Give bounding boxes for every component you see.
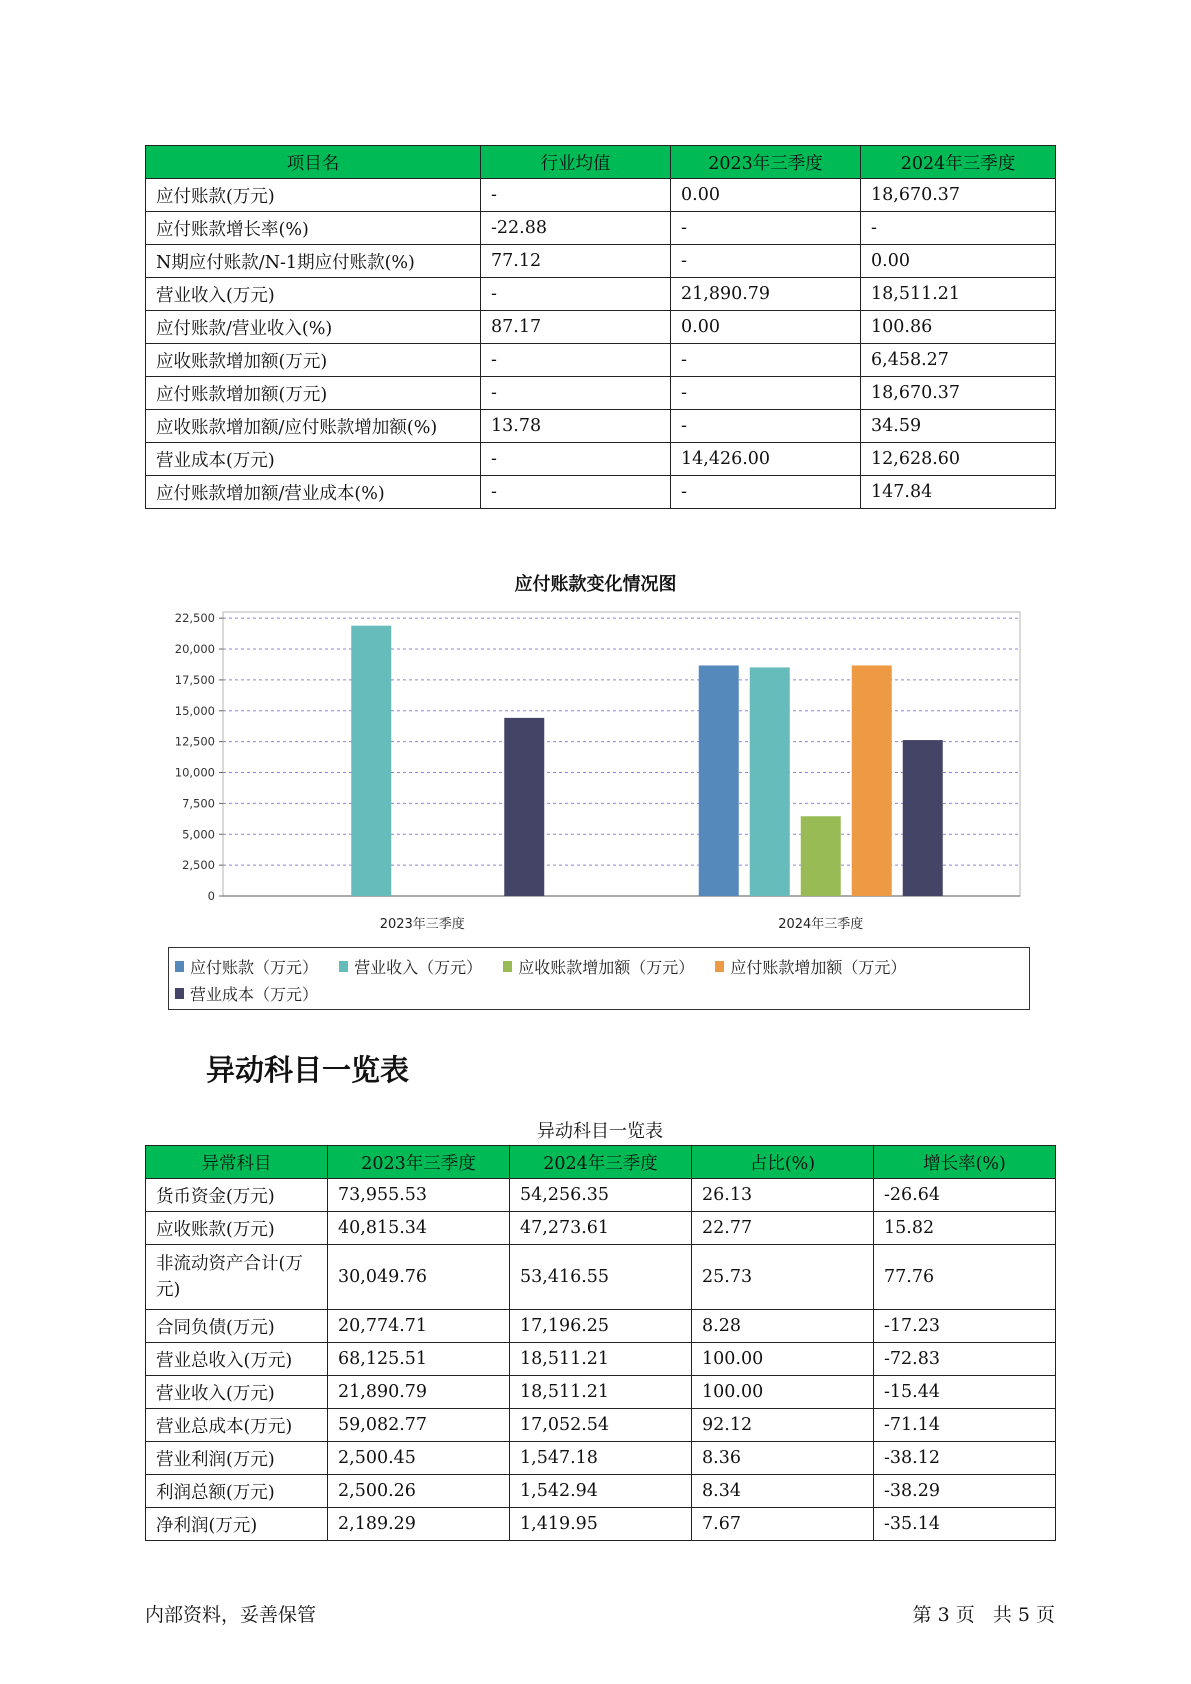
table-row — [146, 1475, 1056, 1508]
column-header: 增长率(%) — [874, 1146, 1056, 1179]
table-cell: - — [671, 344, 861, 377]
y-tick-label: 10,000 — [174, 765, 215, 780]
table-cell: 92.12 — [692, 1409, 874, 1442]
table-cell: - — [481, 377, 671, 410]
table-cell: 应收账款(万元) — [146, 1212, 328, 1245]
table-row — [146, 1179, 1056, 1212]
y-tick-label: 17,500 — [174, 672, 215, 687]
table-header-row — [146, 146, 1056, 179]
legend-item — [175, 980, 318, 1007]
table-cell: -38.29 — [874, 1475, 1056, 1508]
table-row — [146, 311, 1056, 344]
table-row — [146, 1343, 1056, 1376]
table-cell: 应收账款增加额(万元) — [146, 344, 481, 377]
column-header: 2024年三季度 — [861, 146, 1056, 179]
table-cell: 利润总额(万元) — [146, 1475, 328, 1508]
table-cell: - — [481, 278, 671, 311]
column-header: 2023年三季度 — [328, 1146, 510, 1179]
legend-swatch — [715, 961, 724, 972]
table-row — [146, 443, 1056, 476]
table-cell: 21,890.79 — [328, 1376, 510, 1409]
table-cell: - — [481, 476, 671, 509]
table-cell: 100.00 — [692, 1343, 874, 1376]
y-tick-label: 20,000 — [174, 642, 215, 657]
column-header: 行业均值 — [481, 146, 671, 179]
x-category-label: 2023年三季度 — [379, 917, 465, 932]
table-cell: 54,256.35 — [510, 1179, 692, 1212]
bar-chart — [160, 600, 1030, 945]
legend-item — [503, 953, 694, 980]
table-cell: 68,125.51 — [328, 1343, 510, 1376]
table-row — [146, 377, 1056, 410]
table-row — [146, 212, 1056, 245]
table-cell: 货币资金(万元) — [146, 1179, 328, 1212]
bar — [801, 816, 841, 896]
table-row — [146, 344, 1056, 377]
chart-legend — [168, 947, 1030, 1010]
table-cell: 应付账款增长率(%) — [146, 212, 481, 245]
legend-label: 应付账款增加额（万元） — [730, 958, 907, 977]
table-row — [146, 179, 1056, 212]
payables-table — [145, 145, 1056, 509]
bar — [504, 718, 544, 896]
table-cell: -71.14 — [874, 1409, 1056, 1442]
table-cell: 8.28 — [692, 1310, 874, 1343]
column-header: 2023年三季度 — [671, 146, 861, 179]
table-row — [146, 1442, 1056, 1475]
table-cell: - — [861, 212, 1056, 245]
table-row — [146, 278, 1056, 311]
table-cell: 20,774.71 — [328, 1310, 510, 1343]
table-cell: 8.34 — [692, 1475, 874, 1508]
table-cell: 1,419.95 — [510, 1508, 692, 1541]
table-cell: 净利润(万元) — [146, 1508, 328, 1541]
y-tick-label: 12,500 — [174, 734, 215, 749]
column-header: 异常科目 — [146, 1146, 328, 1179]
table-cell: 15.82 — [874, 1212, 1056, 1245]
table-cell: 8.36 — [692, 1442, 874, 1475]
table-cell: - — [671, 245, 861, 278]
table-cell: 59,082.77 — [328, 1409, 510, 1442]
y-tick-label: 2,500 — [182, 858, 215, 873]
column-header: 项目名 — [146, 146, 481, 179]
table-header-row — [146, 1146, 1056, 1179]
table-cell: 1,542.94 — [510, 1475, 692, 1508]
table-cell: 应付账款增加额(万元) — [146, 377, 481, 410]
table-row — [146, 1245, 1056, 1310]
legend-label: 应付账款（万元） — [190, 958, 319, 977]
table-cell: -22.88 — [481, 212, 671, 245]
table-cell: 14,426.00 — [671, 443, 861, 476]
column-header: 2024年三季度 — [510, 1146, 692, 1179]
abnormal-items-table — [145, 1145, 1056, 1541]
table-cell: - — [671, 212, 861, 245]
footer-confidential-note: 内部资料，妥善保管 — [145, 1604, 317, 1626]
y-tick-label: 22,500 — [174, 611, 215, 626]
chart-title: 应付账款变化情况图 — [514, 574, 677, 595]
bar — [699, 665, 739, 896]
table-cell: 0.00 — [671, 311, 861, 344]
table-cell: 40,815.34 — [328, 1212, 510, 1245]
legend-swatch — [175, 988, 184, 999]
table-cell: -72.83 — [874, 1343, 1056, 1376]
table-row — [146, 410, 1056, 443]
table-cell: 25.73 — [692, 1245, 874, 1310]
table-cell: 1,547.18 — [510, 1442, 692, 1475]
table-cell: 营业成本(万元) — [146, 443, 481, 476]
legend-swatch — [175, 961, 184, 972]
table-cell: -17.23 — [874, 1310, 1056, 1343]
table-cell: 2,189.29 — [328, 1508, 510, 1541]
table-cell: N期应付账款/N-1期应付账款(%) — [146, 245, 481, 278]
table-cell: 53,416.55 — [510, 1245, 692, 1310]
table-cell: - — [671, 476, 861, 509]
table-cell: 12,628.60 — [861, 443, 1056, 476]
x-category-label: 2024年三季度 — [778, 917, 864, 932]
table-cell: 7.67 — [692, 1508, 874, 1541]
table-cell: 13.78 — [481, 410, 671, 443]
legend-item — [175, 953, 318, 980]
table-cell: 2,500.45 — [328, 1442, 510, 1475]
table-cell: 21,890.79 — [671, 278, 861, 311]
legend-swatch — [503, 961, 512, 972]
table-cell: 应付账款(万元) — [146, 179, 481, 212]
table-cell: 17,196.25 — [510, 1310, 692, 1343]
bar — [351, 626, 391, 896]
table-cell: 18,511.21 — [861, 278, 1056, 311]
legend-item — [715, 953, 906, 980]
legend-label: 营业收入（万元） — [354, 958, 483, 977]
table-cell: -38.12 — [874, 1442, 1056, 1475]
table-cell: 营业利润(万元) — [146, 1442, 328, 1475]
legend-label: 营业成本（万元） — [190, 985, 319, 1004]
legend-label: 应收账款增加额（万元） — [518, 958, 695, 977]
table-row — [146, 476, 1056, 509]
table-cell: 营业收入(万元) — [146, 278, 481, 311]
table-cell: -35.14 — [874, 1508, 1056, 1541]
table-cell: 77.76 — [874, 1245, 1056, 1310]
table-cell: - — [671, 410, 861, 443]
table-row — [146, 1212, 1056, 1245]
table-row — [146, 245, 1056, 278]
table-cell: 营业收入(万元) — [146, 1376, 328, 1409]
y-tick-label: 0 — [207, 889, 215, 903]
table-cell: 营业总成本(万元) — [146, 1409, 328, 1442]
table-cell: 30,049.76 — [328, 1245, 510, 1310]
table-cell: 应付账款/营业收入(%) — [146, 311, 481, 344]
table-cell: 17,052.54 — [510, 1409, 692, 1442]
table-cell: 合同负债(万元) — [146, 1310, 328, 1343]
table-cell: - — [481, 179, 671, 212]
table-cell: 应收账款增加额/应付账款增加额(%) — [146, 410, 481, 443]
section-title: 异动科目一览表 — [206, 1053, 410, 1087]
footer-page-number: 第 3 页 共 5 页 — [912, 1604, 1055, 1626]
table-caption: 异动科目一览表 — [537, 1121, 663, 1142]
table-cell: 47,273.61 — [510, 1212, 692, 1245]
table-cell: 77.12 — [481, 245, 671, 278]
table-cell: - — [671, 377, 861, 410]
table-cell: 147.84 — [861, 476, 1056, 509]
table-row — [146, 1409, 1056, 1442]
table-cell: -15.44 — [874, 1376, 1056, 1409]
column-header: 占比(%) — [692, 1146, 874, 1179]
table-row — [146, 1508, 1056, 1541]
y-tick-label: 15,000 — [174, 703, 215, 718]
table-cell: 73,955.53 — [328, 1179, 510, 1212]
table-row — [146, 1310, 1056, 1343]
bar — [750, 667, 790, 896]
table-cell: 100.86 — [861, 311, 1056, 344]
table-cell: - — [481, 344, 671, 377]
plot-area — [223, 612, 1020, 896]
table-cell: 0.00 — [671, 179, 861, 212]
table-cell: 34.59 — [861, 410, 1056, 443]
table-cell: 26.13 — [692, 1179, 874, 1212]
table-cell: 18,670.37 — [861, 179, 1056, 212]
bar — [852, 665, 892, 896]
table-cell: 营业总收入(万元) — [146, 1343, 328, 1376]
table-cell: 应付账款增加额/营业成本(%) — [146, 476, 481, 509]
legend-item — [339, 953, 482, 980]
table-cell: - — [481, 443, 671, 476]
table-cell: -26.64 — [874, 1179, 1056, 1212]
y-tick-label: 5,000 — [182, 827, 215, 842]
table-cell: 18,511.21 — [510, 1376, 692, 1409]
table-cell: 0.00 — [861, 245, 1056, 278]
table-cell: 87.17 — [481, 311, 671, 344]
table-cell: 非流动资产合计(万元) — [146, 1245, 328, 1310]
table-cell: 100.00 — [692, 1376, 874, 1409]
table-cell: 18,670.37 — [861, 377, 1056, 410]
bar — [903, 740, 943, 896]
legend-swatch — [339, 961, 348, 972]
table-cell: 18,511.21 — [510, 1343, 692, 1376]
table-row — [146, 1376, 1056, 1409]
y-tick-label: 7,500 — [182, 796, 215, 811]
table-cell: 6,458.27 — [861, 344, 1056, 377]
table-cell: 22.77 — [692, 1212, 874, 1245]
table-cell: 2,500.26 — [328, 1475, 510, 1508]
